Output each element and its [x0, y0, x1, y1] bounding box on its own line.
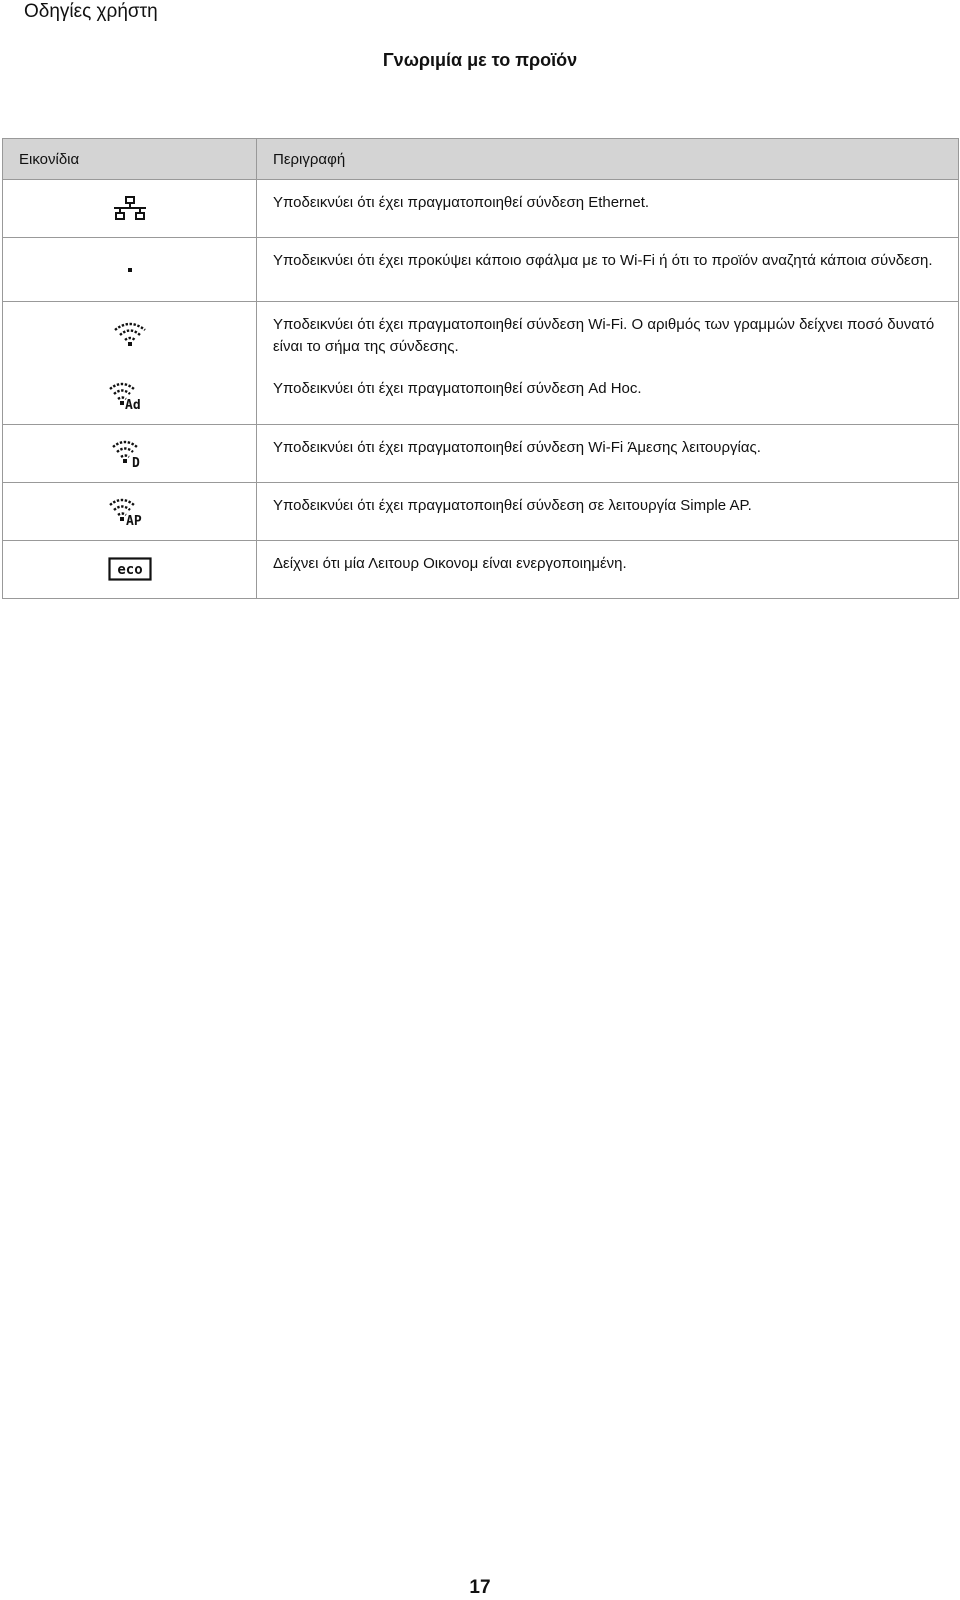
eco-icon — [108, 557, 152, 581]
wifi-simple-ap-icon — [107, 496, 153, 526]
table-row — [3, 482, 959, 540]
row-description: Υποδεικνύει ότι έχει πραγματοποιηθεί σύνδεση σε λειτουργία Simple AP. — [257, 482, 959, 540]
document-header: Οδηγίες χρήστη — [24, 1, 158, 22]
simple-ap-icon-label: AP — [125, 514, 142, 526]
section-title: Γνωριμία με το προϊόν — [382, 50, 578, 70]
wifi-signal-icon — [112, 321, 148, 347]
ethernet-icon — [112, 196, 148, 222]
row-description: Υποδεικνύει ότι έχει πραγματοποιηθεί σύνδεση Ad Hoc. — [257, 366, 959, 424]
row-description: Υποδεικνύει ότι έχει πραγματοποιηθεί σύνδεση Wi-Fi Άμεσης λειτουργίας. — [257, 424, 959, 482]
icons-table — [2, 138, 959, 599]
table-header-row — [3, 139, 959, 180]
wifi-error-dot-icon — [125, 265, 135, 275]
row-description: Υποδεικνύει ότι έχει πραγματοποιηθεί σύνδεση Ethernet. — [257, 180, 959, 238]
table-row — [3, 424, 959, 482]
adhoc-icon-label: Ad — [124, 397, 141, 410]
table-row — [3, 366, 959, 424]
row-description: Δείχνει ότι μία Λειτουρ Οικονομ είναι ενεργοποιημένη. — [257, 540, 959, 598]
table-row — [3, 238, 959, 302]
row-description: Υποδεικνύει ότι έχει προκύψει κάποιο σφάλμα με το Wi-Fi ή ότι το προϊόν αναζητά κάποια σύνδεση. — [257, 238, 959, 302]
table-row — [3, 302, 959, 367]
header-icons: Εικονίδια — [3, 139, 257, 180]
wifi-direct-icon — [110, 438, 150, 468]
page-number: 17 — [469, 1577, 491, 1598]
header-description: Περιγραφή — [257, 139, 959, 180]
eco-icon-label: eco — [116, 562, 143, 578]
table-row — [3, 540, 959, 598]
wifi-adhoc-icon — [107, 380, 153, 410]
direct-icon-label: D — [131, 456, 140, 468]
table-row — [3, 180, 959, 238]
row-description: Υποδεικνύει ότι έχει πραγματοποιηθεί σύνδεση Wi-Fi. Ο αριθμός των γραμμών δείχνει ποσό δυνατό είναι το σήμα της σύνδεσης. — [257, 302, 959, 367]
